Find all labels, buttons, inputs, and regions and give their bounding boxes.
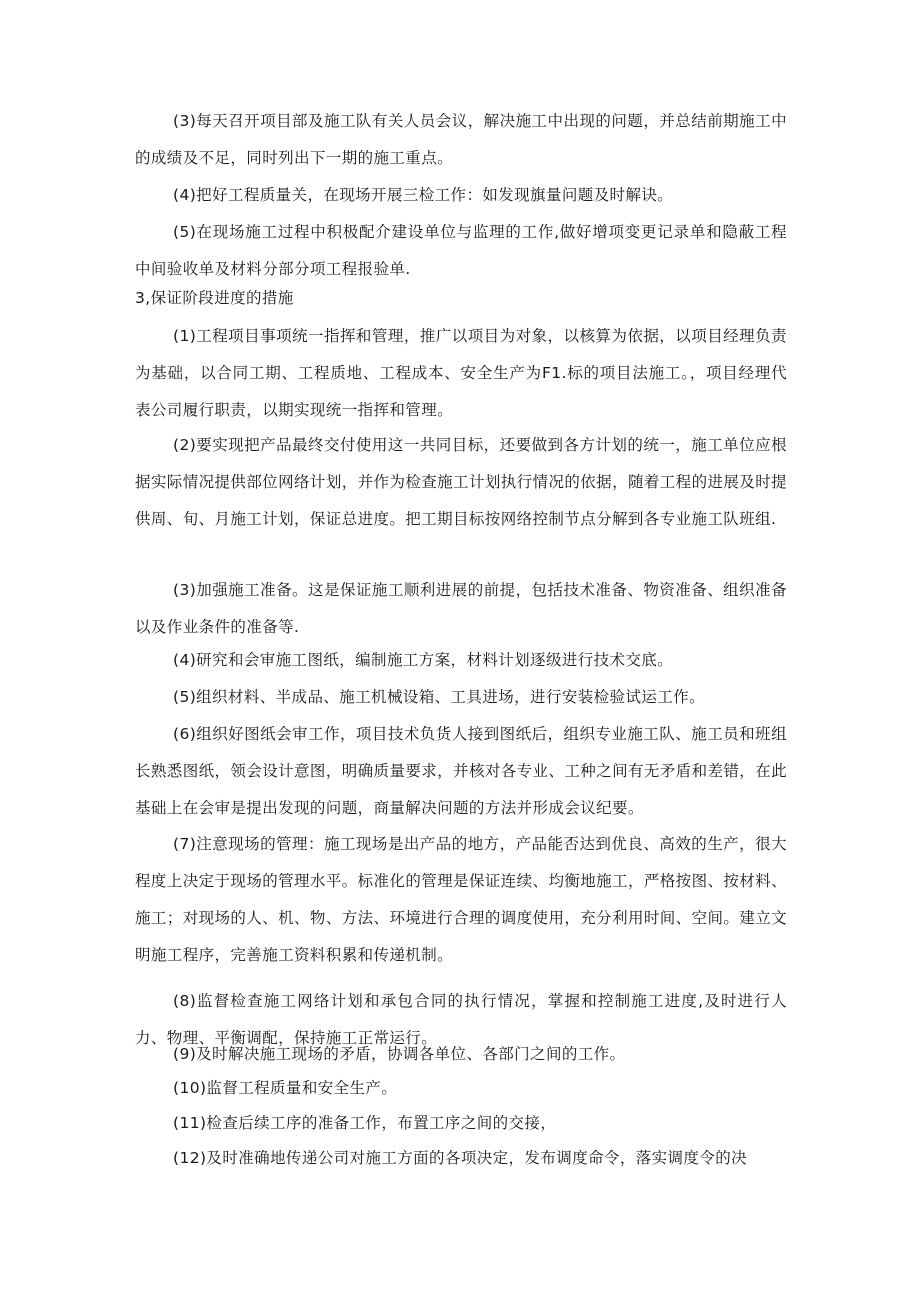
paragraph-1-unified-command: (1)工程项目事项统一指挥和管理，推广以项目为对象，以核算为依据，以项目经理负责为基础，以合同工期、工程质地、工程成本、安全生产为F1.标的项目法施工。，项目经理代表公司履行职责，以期实现统一指挥和管理。: [135, 327, 787, 419]
section-heading: 3,保证阶段进度的措施: [135, 289, 294, 307]
paragraph-6-drawing-meeting: (6)组织好图纸会审工作，项目技术负货人接到图纸后，组织专业施工队、施工员和班组长熟悉图纸，领会设计意图，明确质量要求，并核对各专业、工种之间有无矛盾和差错，在此基础上在会审是提出发现的问题，商量解决问题的方法并形成会议纪要。: [135, 725, 787, 817]
paragraph-11-handover: (11)检查后续工序的准备工作，布置工序之间的交接，: [173, 1114, 557, 1132]
paragraph-7-site-management: (7)注意现场的管理：施工现场是出产品的地方，产品能否达到优良、高效的生产，很大程度上决定于现场的管理水平。标准化的管理是保证连续、均衡地施工，严格按图、按材料、施工；对现场的人、机、物、方法、环境进行合理的调度使用，充分利用时间、空间。建立文明施工程序，完善施工资料积累和传递机制。: [135, 835, 787, 964]
paragraph-3-preparation: (3)加强施工准备。这是保证施工顺利进展的前提，包括技术准备、物资准备、组织准备以及作业条件的准备等.: [135, 581, 787, 636]
paragraph-8-supervision: (8)监督检查施工网络计划和承包合同的执行情况，掌握和控制施工进度,及时进行人力、物理、平衡调配，保持施工正常运行。: [135, 992, 787, 1047]
paragraph-2-unified-plan: (2)要实现把产品最终交付使用这一共同目标，还要做到各方计划的统一，施工单位应根据实际情况提供部位网络计划，并作为检查施工计划执行情况的依据，随着工程的进展及时提供周、旬、月施工计划，保证总进度。把工期目标按网络控制节点分解到各专业施工队班组.: [135, 436, 787, 528]
paragraph-5-cooperation: (5)在现场施工过程中积极配介建设单位与监理的工作,做好增项变更记录单和隐蔽工程中间验收单及材料分部分项工程报验单.: [135, 223, 787, 278]
paragraph-10-quality-safety: (10)监督工程质量和安全生产。: [173, 1079, 398, 1097]
paragraph-5-materials: (5)组织材料、半成品、施工机械设箱、工具进场，进行安装检验试运工作。: [173, 688, 705, 706]
paragraph-9-conflicts: (9)及时解决施工现场的矛盾，协调各单位、各部门之间的工作。: [173, 1045, 626, 1063]
paragraph-4-quality-check: (4)把好工程质量关，在现场开展三检工作：如发现旗量问题及时解诀。: [173, 186, 674, 204]
paragraph-3-daily-meeting: (3)每天召开项目部及施工队有关人员会议，解决施工中出现的问题，并总结前期施工中的成绩及不足，同时列出下一期的施工重点。: [135, 112, 787, 167]
paragraph-4-drawing-review: (4)研究和会审施工图纸，编制施工方案，材料计划逐级进行技术交底。: [173, 651, 674, 669]
paragraph-12-dispatch: (12)及时准确地传递公司对施工方面的各项决定，发布调度命令，落实调度令的决: [173, 1149, 748, 1167]
